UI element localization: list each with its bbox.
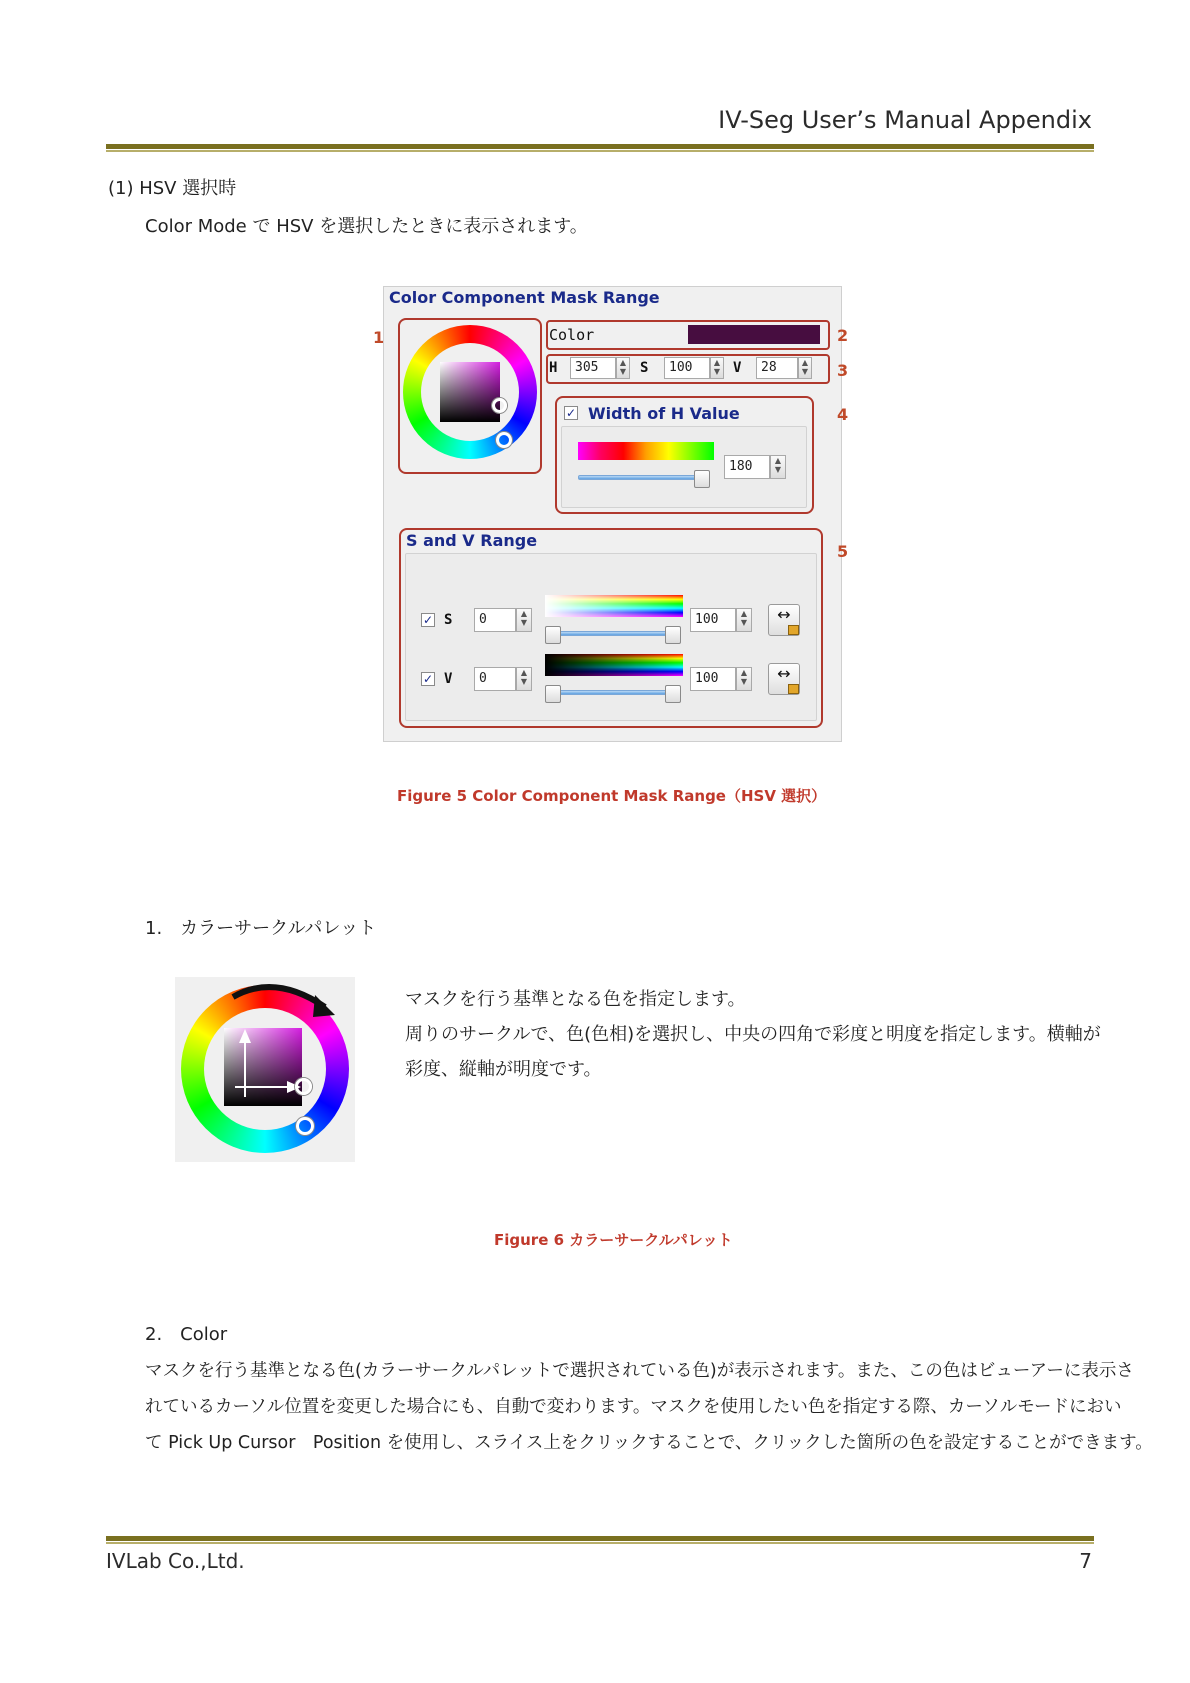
s-max-input[interactable]: 100 [690,608,736,632]
sv-cursor-ring[interactable] [492,398,507,413]
s-slider-min-thumb[interactable] [545,626,561,644]
link-arrows-icon: ↔ [777,605,791,624]
s-min-input[interactable]: 0 [474,608,516,632]
callout-2: 2 [837,326,849,345]
v-min-spinner[interactable] [516,667,532,691]
spin-down-icon[interactable]: ▼ [713,367,721,376]
spin-up-icon[interactable]: ▲ [520,609,528,618]
sv-range-panel [405,553,817,721]
page-number: 7 [1079,1549,1092,1573]
callout-1: 1 [373,328,385,347]
footer-rule [106,1536,1094,1541]
v-slider-track[interactable] [552,690,678,695]
v-slider-max-thumb[interactable] [665,685,681,703]
header-rule [106,144,1094,149]
figure-6-caption: Figure 6 カラーサークルパレット [494,1231,733,1249]
section-intro: Color Mode で HSV を選択したときに表示されます。 [145,216,588,237]
color-swatch [688,325,820,344]
v-range-label: V [444,671,453,687]
spin-up-icon[interactable]: ▲ [801,358,809,367]
sv-cursor-ring [295,1078,312,1095]
dialog-title: Color Component Mask Range [389,288,660,307]
spin-down-icon[interactable]: ▼ [774,465,782,474]
s-max-spinner[interactable] [736,608,752,632]
section-heading: (1) HSV 選択時 [108,178,237,199]
hue-cursor-ring [296,1117,314,1135]
v-max-input[interactable]: 100 [690,667,736,691]
width-h-slider-thumb[interactable] [694,470,710,488]
width-h-slider-track[interactable] [578,475,708,480]
spin-up-icon[interactable]: ▲ [740,609,748,618]
width-h-checkbox[interactable]: ✓ [565,406,577,420]
lock-icon [788,625,799,635]
width-h-label: Width of H Value [588,404,740,423]
color-label: Color [549,326,595,344]
spin-down-icon[interactable]: ▼ [740,677,748,686]
s-slider-track[interactable] [552,631,678,636]
footer-rule-thin [106,1542,1094,1544]
item-1-line-2: 周りのサークルで、色(色相)を選択し、中央の四角で彩度と明度を指定します。横軸が [405,1024,1101,1045]
link-arrows-icon: ↔ [777,664,791,683]
v-max-spinner[interactable] [736,667,752,691]
callout-4: 4 [837,405,849,424]
hue-cursor-ring[interactable] [496,432,512,448]
s-label: S [640,360,649,376]
width-h-input[interactable]: 180 [724,455,770,479]
h-input[interactable]: 305 [570,357,616,379]
item-2-heading: 2. Color [145,1324,228,1345]
h-spinner[interactable] [616,357,630,379]
spin-up-icon[interactable]: ▲ [713,358,721,367]
v-spinner[interactable] [798,357,812,379]
hue-bar [578,442,714,460]
sv-range-title: S and V Range [406,531,538,550]
spin-down-icon[interactable]: ▼ [801,367,809,376]
callout-5: 5 [837,542,849,561]
s-range-checkbox[interactable]: ✓ [422,613,434,627]
h-label: H [549,360,558,376]
lock-icon [788,684,799,694]
spin-down-icon[interactable]: ▼ [520,677,528,686]
running-header: IV-Seg User’s Manual Appendix [718,106,1092,134]
value-bar [545,654,683,676]
s-input[interactable]: 100 [664,357,710,379]
item-1-heading: 1. カラーサークルパレット [145,918,377,939]
s-range-label: S [444,612,453,628]
v-input[interactable]: 28 [756,357,798,379]
spin-down-icon[interactable]: ▼ [740,618,748,627]
item-1-line-3: 彩度、縦軸が明度です。 [405,1059,602,1080]
callout-3: 3 [837,361,849,380]
item-2-line-1: マスクを行う基準となる色(カラーサークルパレットで選択されている色)が表示されます。また、この色はビューアーに表示さ [145,1361,1134,1381]
palette-annotation-arrows [175,977,355,1162]
v-range-checkbox[interactable]: ✓ [422,672,434,686]
spin-up-icon[interactable]: ▲ [520,668,528,677]
spin-up-icon[interactable]: ▲ [774,456,782,465]
header-rule-thin [106,150,1094,152]
item-1-line-1: マスクを行う基準となる色を指定します。 [405,989,746,1010]
item-2-line-3: て Pick Up Cursor Position を使用し、スライス上をクリックすることで、クリックした箇所の色を設定することができます。 [145,1433,1153,1453]
v-label: V [733,360,742,376]
spin-up-icon[interactable]: ▲ [619,358,627,367]
v-min-input[interactable]: 0 [474,667,516,691]
width-h-spinner[interactable] [770,455,786,479]
spin-up-icon[interactable]: ▲ [740,668,748,677]
spin-down-icon[interactable]: ▼ [520,618,528,627]
item-2-line-2: れているカーソル位置を変更した場合にも、自動で変わります。マスクを使用したい色を指定する際、カーソルモードにおい [145,1397,1122,1417]
footer-company: IVLab Co.,Ltd. [106,1549,245,1573]
sv-square[interactable] [440,362,500,422]
v-slider-min-thumb[interactable] [545,685,561,703]
s-slider-max-thumb[interactable] [665,626,681,644]
s-min-spinner[interactable] [516,608,532,632]
s-spinner[interactable] [710,357,724,379]
spin-down-icon[interactable]: ▼ [619,367,627,376]
saturation-bar [545,595,683,617]
figure-5-caption: Figure 5 Color Component Mask Range（HSV 選択） [397,787,827,805]
